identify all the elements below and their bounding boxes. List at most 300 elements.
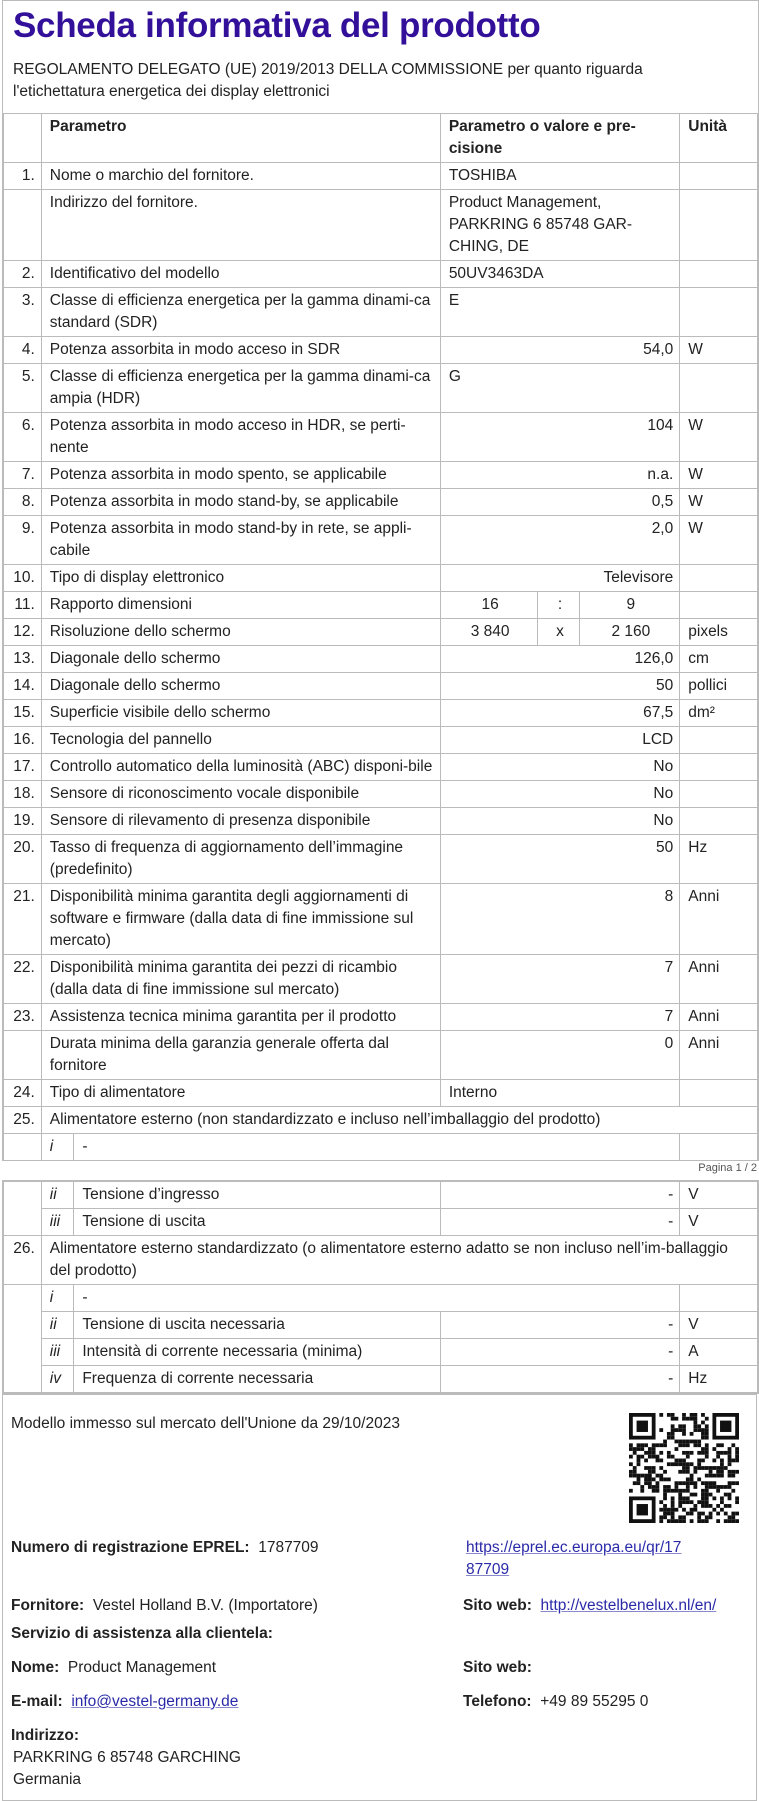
qr-module — [709, 1466, 713, 1470]
qr-module — [701, 1489, 705, 1493]
qr-module — [633, 1481, 637, 1485]
qr-module — [656, 1459, 660, 1463]
parameters-table — [3, 113, 758, 1161]
qr-module — [656, 1474, 660, 1478]
qr-module — [720, 1421, 731, 1432]
row-unit: W — [680, 413, 758, 462]
row-number: 19. — [4, 808, 42, 835]
qr-module — [667, 1508, 671, 1512]
qr-module — [697, 1462, 701, 1466]
qr-module — [675, 1508, 679, 1512]
qr-module — [671, 1508, 675, 1512]
qr-module — [644, 1474, 648, 1478]
subrow-unit — [680, 1285, 758, 1312]
qr-module — [652, 1447, 656, 1451]
qr-module — [693, 1470, 697, 1474]
table-row-resolution — [4, 619, 758, 646]
qr-module — [678, 1496, 682, 1500]
qr-module — [678, 1470, 682, 1474]
qr-module — [678, 1481, 682, 1485]
qr-module — [637, 1504, 648, 1515]
row-number: 17. — [4, 754, 42, 781]
qr-module — [667, 1436, 671, 1440]
table-row — [4, 337, 758, 364]
row-number: 18. — [4, 781, 42, 808]
qr-module — [709, 1485, 713, 1489]
qr-module — [671, 1455, 675, 1459]
subrow-unit: V — [680, 1182, 758, 1209]
qr-module — [663, 1443, 667, 1447]
qr-module — [701, 1413, 705, 1417]
row-parameter: Sensore di rilevamento di presenza disponibile — [41, 808, 440, 835]
eprel-link-line-2[interactable]: 87709 — [466, 1561, 510, 1578]
row-number: 21. — [4, 884, 42, 955]
qr-module — [659, 1508, 663, 1512]
qr-module — [705, 1447, 709, 1451]
qr-module — [728, 1485, 732, 1489]
qr-module — [663, 1493, 667, 1497]
page-title: Scheda informativa del prodotto — [13, 6, 541, 45]
roman-index: iv — [41, 1366, 74, 1393]
qr-module — [724, 1493, 728, 1497]
qr-module — [644, 1477, 648, 1481]
qr-module — [678, 1493, 682, 1497]
website-link[interactable]: http://vestelbenelux.nl/en/ — [540, 1597, 717, 1614]
qr-module — [656, 1489, 660, 1493]
qr-module — [728, 1447, 732, 1451]
table-subrow — [4, 1339, 758, 1366]
row-unit — [680, 781, 758, 808]
qr-module — [728, 1451, 732, 1455]
qr-module — [720, 1508, 724, 1512]
table-header-row — [4, 114, 758, 163]
qr-module — [701, 1459, 705, 1463]
qr-module — [693, 1508, 697, 1512]
qr-module — [709, 1481, 713, 1485]
qr-module — [690, 1462, 694, 1466]
row-unit — [680, 754, 758, 781]
row-value-separator: : — [538, 592, 580, 619]
qr-module — [686, 1489, 690, 1493]
row-unit — [680, 565, 758, 592]
row-number: 26. — [4, 1236, 42, 1285]
qr-module — [712, 1447, 716, 1451]
table-row — [4, 646, 758, 673]
row-unit: pixels — [680, 619, 758, 646]
qr-module — [656, 1485, 660, 1489]
row-parameter: Potenza assorbita in modo acceso in SDR — [41, 337, 440, 364]
qr-module — [731, 1474, 735, 1478]
subrow-value: - — [440, 1312, 679, 1339]
qr-module — [697, 1500, 701, 1504]
cs-email — [11, 1691, 238, 1713]
qr-module — [712, 1474, 716, 1478]
qr-module — [648, 1474, 652, 1478]
supplier-value: Vestel Holland B.V. (Importatore) — [92, 1597, 318, 1614]
table-row — [4, 727, 758, 754]
row-parameter: Tasso di frequenza di aggiornamento dell’immagine (predefinito) — [41, 835, 440, 884]
table-row — [4, 835, 758, 884]
qr-module — [667, 1477, 671, 1481]
table-row-aspect-ratio — [4, 592, 758, 619]
subrow-unit: V — [680, 1312, 758, 1339]
qr-module — [705, 1474, 709, 1478]
qr-module — [705, 1485, 709, 1489]
cs-website-label: Sito web: — [463, 1659, 532, 1676]
qr-module — [686, 1496, 690, 1500]
row-number: 3. — [4, 288, 42, 337]
qr-module — [671, 1428, 675, 1432]
qr-module — [659, 1428, 663, 1432]
qr-module — [663, 1477, 667, 1481]
row-parameter: Classe di efficienza energetica per la gamma dinami-ca ampia (HDR) — [41, 364, 440, 413]
qr-module — [678, 1519, 682, 1523]
qr-module — [629, 1462, 633, 1466]
qr-module — [633, 1451, 637, 1455]
qr-module — [637, 1421, 648, 1432]
qr-module — [701, 1512, 705, 1516]
qr-module — [712, 1481, 716, 1485]
table-subrow — [4, 1209, 758, 1236]
eprel-label: Numero di registrazione EPREL: — [11, 1539, 250, 1556]
table-row — [4, 163, 758, 190]
qr-module — [652, 1455, 656, 1459]
qr-module — [731, 1443, 735, 1447]
product-sheet — [2, 0, 759, 1161]
cs-email-label: E-mail: — [11, 1693, 63, 1710]
qr-module — [659, 1413, 663, 1417]
row-value: Product Management, PARKRING 6 85748 GAR-CHING, DE — [440, 190, 679, 261]
row-number: 14. — [4, 673, 42, 700]
qr-module — [697, 1424, 701, 1428]
qr-module — [720, 1500, 724, 1504]
qr-module — [686, 1500, 690, 1504]
table-row — [4, 781, 758, 808]
qr-module — [678, 1462, 682, 1466]
qr-module — [652, 1489, 656, 1493]
qr-module — [705, 1500, 709, 1504]
qr-module — [693, 1421, 697, 1425]
qr-module — [682, 1424, 686, 1428]
qr-module — [652, 1470, 656, 1474]
row-value-a: 3 840 — [440, 619, 538, 646]
row-unit: W — [680, 489, 758, 516]
qr-module — [686, 1462, 690, 1466]
eprel-link-block — [466, 1537, 681, 1581]
qr-module — [629, 1455, 633, 1459]
table-row — [4, 700, 758, 727]
row-value: E — [440, 288, 679, 337]
qr-module — [667, 1512, 671, 1516]
subrow-unit: A — [680, 1339, 758, 1366]
qr-module — [652, 1443, 656, 1447]
row-unit — [680, 727, 758, 754]
page-indicator: Pagina 1 / 2 — [698, 1162, 757, 1174]
table-row — [4, 364, 758, 413]
qr-module — [633, 1447, 637, 1451]
qr-module — [690, 1500, 694, 1504]
row-parameter: Sensore di riconoscimento vocale disponibile — [41, 781, 440, 808]
header-unit: Unità — [680, 114, 758, 163]
qr-module — [686, 1477, 690, 1481]
qr-module — [637, 1477, 641, 1481]
row-value-a: 16 — [440, 592, 538, 619]
qr-module — [705, 1493, 709, 1497]
qr-module — [686, 1512, 690, 1516]
header-num-cell — [4, 114, 42, 163]
row-value: No — [440, 808, 679, 835]
qr-module — [716, 1455, 720, 1459]
website — [463, 1595, 716, 1617]
row-parameter: Alimentatore esterno (non standardizzato e incluso nell’imballaggio del prodotto) — [41, 1107, 757, 1134]
row-unit: W — [680, 337, 758, 364]
qr-module — [735, 1496, 739, 1500]
row-number: 9. — [4, 516, 42, 565]
qr-module — [731, 1470, 735, 1474]
qr-module — [705, 1519, 709, 1523]
table-subrow — [4, 1285, 758, 1312]
row-unit — [680, 190, 758, 261]
row-number: 4. — [4, 337, 42, 364]
qr-module — [712, 1496, 716, 1500]
table-row — [4, 489, 758, 516]
table-row — [4, 413, 758, 462]
supplier — [11, 1595, 318, 1617]
table-row — [4, 884, 758, 955]
cs-name-label: Nome: — [11, 1659, 60, 1676]
qr-module — [686, 1417, 690, 1421]
qr-module — [724, 1451, 728, 1455]
row-value: G — [440, 364, 679, 413]
row-parameter: Potenza assorbita in modo spento, se applicabile — [41, 462, 440, 489]
qr-module — [675, 1485, 679, 1489]
qr-module — [656, 1455, 660, 1459]
qr-module — [701, 1496, 705, 1500]
qr-module — [637, 1459, 641, 1463]
cs-name-value: Product Management — [67, 1659, 217, 1676]
eprel-value: 1787709 — [258, 1539, 319, 1556]
table-row — [4, 754, 758, 781]
qr-module — [659, 1500, 663, 1504]
qr-module — [682, 1432, 686, 1436]
qr-module — [724, 1512, 728, 1516]
qr-module — [682, 1413, 686, 1417]
qr-module — [640, 1485, 644, 1489]
row-value: No — [440, 754, 679, 781]
empty-num-cell — [4, 1134, 42, 1161]
qr-module — [705, 1455, 709, 1459]
qr-module — [686, 1470, 690, 1474]
qr-module — [705, 1428, 709, 1432]
roman-index: i — [41, 1134, 74, 1161]
qr-module — [690, 1508, 694, 1512]
qr-module — [716, 1466, 720, 1470]
table-subrow — [4, 1366, 758, 1393]
row-number: 7. — [4, 462, 42, 489]
cs-address-label: Indirizzo: — [11, 1727, 80, 1744]
qr-module — [701, 1519, 705, 1523]
cs-phone-label: Telefono: — [463, 1693, 532, 1710]
qr-module — [728, 1470, 732, 1474]
row-parameter: Rapporto dimensioni — [41, 592, 440, 619]
qr-module — [697, 1519, 701, 1523]
qr-module — [675, 1428, 679, 1432]
row-unit: Hz — [680, 835, 758, 884]
qr-module — [644, 1443, 648, 1447]
qr-code-icon[interactable] — [629, 1413, 739, 1523]
qr-module — [686, 1455, 690, 1459]
qr-module — [629, 1474, 633, 1478]
table-row — [4, 565, 758, 592]
table-row-26 — [4, 1236, 758, 1285]
qr-module — [652, 1477, 656, 1481]
row-unit: Anni — [680, 1031, 758, 1080]
qr-module — [705, 1417, 709, 1421]
qr-module — [648, 1485, 652, 1489]
row-number: 2. — [4, 261, 42, 288]
subrow-value: - — [440, 1182, 679, 1209]
qr-module — [678, 1504, 682, 1508]
qr-module — [693, 1481, 697, 1485]
qr-module — [735, 1470, 739, 1474]
qr-module — [678, 1440, 682, 1444]
qr-module — [701, 1451, 705, 1455]
qr-module — [663, 1496, 667, 1500]
subrow-text: - — [74, 1285, 680, 1312]
qr-module — [735, 1459, 739, 1463]
qr-module — [663, 1440, 667, 1444]
qr-module — [686, 1466, 690, 1470]
qr-module — [637, 1447, 641, 1451]
qr-module — [705, 1432, 709, 1436]
cs-address-line-1: PARKRING 6 85748 GARCHING — [13, 1749, 241, 1766]
qr-module — [731, 1481, 735, 1485]
qr-module — [637, 1474, 641, 1478]
qr-module — [705, 1451, 709, 1455]
row-value: 50 — [440, 673, 679, 700]
row-value: 50 — [440, 835, 679, 884]
qr-module — [712, 1485, 716, 1489]
row-value: 7 — [440, 955, 679, 1004]
qr-module — [724, 1485, 728, 1489]
qr-module — [671, 1424, 675, 1428]
qr-module — [686, 1440, 690, 1444]
table-row-25 — [4, 1107, 758, 1134]
qr-module — [728, 1515, 732, 1519]
roman-index: iii — [41, 1209, 74, 1236]
row-number: 6. — [4, 413, 42, 462]
qr-module — [705, 1436, 709, 1440]
row-number: 22. — [4, 955, 42, 1004]
row-unit — [680, 1134, 758, 1161]
qr-module — [659, 1451, 663, 1455]
qr-module — [705, 1489, 709, 1493]
qr-module — [629, 1470, 633, 1474]
qr-module — [735, 1512, 739, 1516]
subrow-value: - — [440, 1209, 679, 1236]
qr-module — [671, 1413, 675, 1417]
eprel-link[interactable] — [466, 1539, 681, 1578]
row-value-separator: x — [538, 619, 580, 646]
row-unit: Anni — [680, 884, 758, 955]
qr-module — [648, 1481, 652, 1485]
qr-module — [663, 1515, 667, 1519]
empty-num-cell — [4, 1182, 42, 1236]
row-number: 23. — [4, 1004, 42, 1031]
qr-module — [728, 1496, 732, 1500]
row-number: 11. — [4, 592, 42, 619]
qr-module — [682, 1443, 686, 1447]
table-row — [4, 1004, 758, 1031]
qr-module — [690, 1477, 694, 1481]
qr-module — [678, 1424, 682, 1428]
row-parameter: Disponibilità minima garantita degli aggiornamenti di software e firmware (dalla data di fine immissione sul mercato) — [41, 884, 440, 955]
subrow-value: - — [440, 1339, 679, 1366]
qr-module — [705, 1466, 709, 1470]
row-number: 8. — [4, 489, 42, 516]
row-value: n.a. — [440, 462, 679, 489]
qr-module — [671, 1504, 675, 1508]
row-parameter: Risoluzione dello schermo — [41, 619, 440, 646]
qr-module — [633, 1470, 637, 1474]
row-parameter: Tecnologia del pannello — [41, 727, 440, 754]
table-row — [4, 1031, 758, 1080]
qr-module — [728, 1459, 732, 1463]
cs-phone — [463, 1691, 648, 1713]
table-row — [4, 1080, 758, 1107]
subtitle-line-2: l'etichettatura energetica dei display elettronici — [13, 83, 330, 100]
qr-module — [690, 1512, 694, 1516]
row-parameter: Potenza assorbita in modo acceso in HDR, se perti-nente — [41, 413, 440, 462]
qr-module — [656, 1443, 660, 1447]
qr-module — [697, 1459, 701, 1463]
qr-module — [701, 1428, 705, 1432]
eprel-link-line-1[interactable]: https://eprel.ec.europa.eu/qr/17 — [466, 1539, 682, 1556]
row-parameter: Controllo automatico della luminosità (ABC) disponi-bile — [41, 754, 440, 781]
qr-module — [682, 1489, 686, 1493]
qr-module — [648, 1447, 652, 1451]
row-unit: W — [680, 462, 758, 489]
row-parameter: Superficie visibile dello schermo — [41, 700, 440, 727]
qr-module — [716, 1504, 720, 1508]
qr-module — [690, 1440, 694, 1444]
qr-module — [678, 1489, 682, 1493]
qr-module — [682, 1440, 686, 1444]
qr-module — [671, 1512, 675, 1516]
qr-module — [678, 1500, 682, 1504]
cs-email-link[interactable]: info@vestel-germany.de — [71, 1693, 239, 1710]
row-parameter: Identificativo del modello — [41, 261, 440, 288]
row-value: 8 — [440, 884, 679, 955]
qr-module — [701, 1432, 705, 1436]
qr-module — [682, 1481, 686, 1485]
row-number: 15. — [4, 700, 42, 727]
row-unit: cm — [680, 646, 758, 673]
roman-index: ii — [41, 1312, 74, 1339]
row-value: 54,0 — [440, 337, 679, 364]
qr-module — [671, 1500, 675, 1504]
qr-module — [667, 1451, 671, 1455]
qr-module — [648, 1470, 652, 1474]
qr-module — [633, 1474, 637, 1478]
qr-module — [697, 1512, 701, 1516]
product-sheet-page-2 — [2, 1180, 759, 1394]
qr-module — [671, 1462, 675, 1466]
qr-module — [720, 1466, 724, 1470]
subrow-text: - — [74, 1134, 680, 1161]
qr-module — [648, 1466, 652, 1470]
row-number: 16. — [4, 727, 42, 754]
